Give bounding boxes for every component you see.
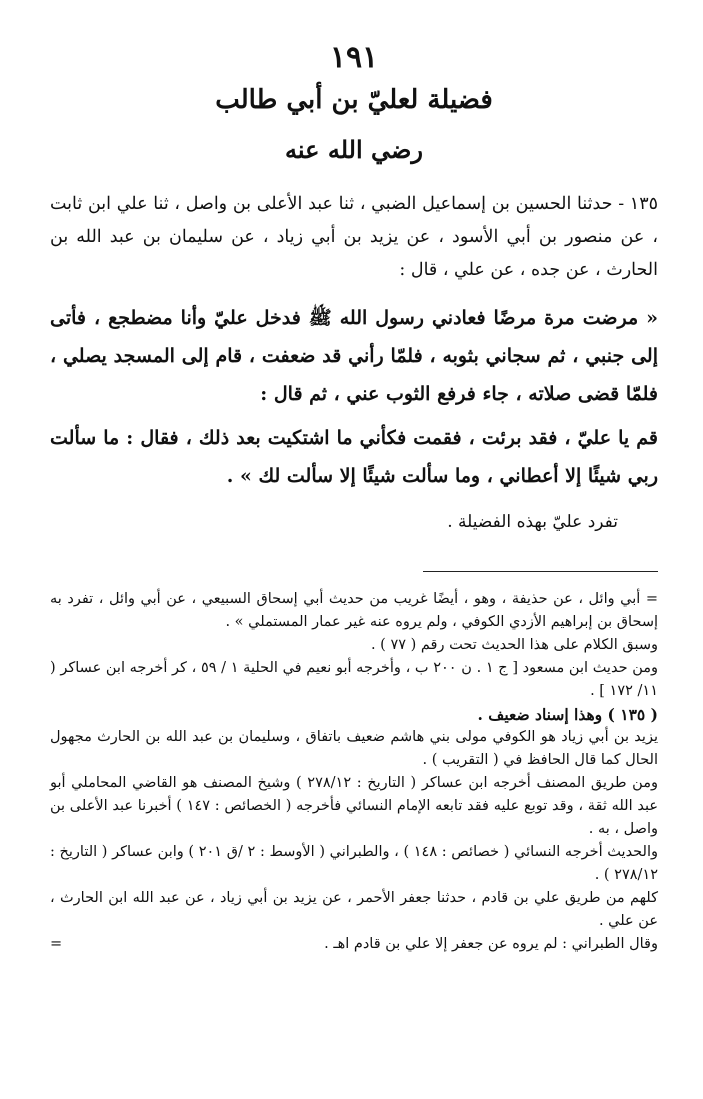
hadith-matn-part-2: قم يا عليّ ، فقد برئت ، فقمت فكأني ما اشتكيت بعد ذلك ، فقال : ما سألت ربي شيئًا إلا أعطاني ، وما سألت شيئًا إلا سألت لك » .: [50, 427, 658, 487]
chapter-title: فضيلة لعليّ بن أبي طالب: [215, 85, 493, 115]
footnote-separator: [423, 571, 658, 572]
footnote-heading: ( ١٣٥ ) وهذا إسناد ضعيف .: [477, 705, 658, 724]
book-page: [50, 38, 658, 956]
footnote-line: وسبق الكلام على هذا الحديث تحت رقم ( ٧٧ ) .: [370, 637, 658, 653]
footnote-separator-wrap: [50, 553, 658, 572]
footnote-last-row: [50, 933, 658, 956]
hadith-matn-part-1: « مرضت مرة مرضًا فعادني رسول الله ﷺ فدخل عليّ وأنا مضطجع ، فأتى إلى جنبي ، ثم سجاني بثوبه ، فلمّا رأني قد ضعفت ، قام إلى المسجد يصلي ، فلمّا قضى صلاته ، جاء فرفع الثوب عني ، ثم قال :: [50, 307, 658, 405]
footnote-line: يزيد بن أبي زياد هو الكوفي مولى بني هاشم ضعيف باتفاق ، وسليمان بن عبد الله بن الحارث مجهول الحال كما قال الحافظ في ( التقريب ) .: [50, 729, 658, 768]
hadith-isnad: ١٣٥ - حدثنا الحسين بن إسماعيل الضبي ، ثنا عبد الأعلى بن واصل ، ثنا علي ابن ثابت ، عن منصور بن أبي الأسود ، عن يزيد بن أبي زياد ، عن سليمان بن عبد الله بن الحارث ، عن جده ، عن علي ، قال :: [50, 194, 658, 280]
footnote-continuation-mark: =: [50, 936, 63, 952]
footnotes: [50, 588, 658, 956]
footnote-line: ومن طريق المصنف أخرجه ابن عساكر ( التاريخ : ٢٧٨/١٢ ) وشيخ المصنف هو القاضي المحاملي أبو عبد الله ثقة ، وقد توبع عليه فقد تابعه الإمام النسائي فأخرجه ( الخصائص : ١٤٧ ) أخبرنا عبد الأعلى بن واصل ، به .: [50, 775, 658, 837]
footnote-line: وقال الطبراني : لم يروه عن جعفر إلا علي بن قادم اهـ .: [324, 936, 658, 952]
page-number: ١٩١: [329, 40, 379, 75]
footnote-continuation: = أبي وائل ، عن حذيفة ، وهو ، أيضًا غريب من حديث أبي إسحاق السبيعي ، عن أبي وائل ، تفرد به إسحاق بن إبراهيم الأزدي الكوفي ، ولم يروه عنه غير عمار المستملي » .: [50, 591, 658, 630]
hadith-remark: تفرد عليّ بهذه الفضيلة .: [447, 512, 618, 532]
footnote-line: كلهم من طريق علي بن قادم ، حدثنا جعفر الأحمر ، عن يزيد بن أبي زياد ، عن عبد الله ابن الحارث ، عن علي .: [50, 890, 658, 929]
chapter-subtitle: رضي الله عنه: [285, 135, 423, 164]
footnote-line: ومن حديث ابن مسعود [ ج ١ . ن ٢٠٠ ب ، وأخرجه أبو نعيم في الحلية ١ / ٥٩ ، كر أخرجه ابن عساكر ( ١١/ ١٧٢ ] .: [50, 660, 659, 699]
footnote-line: والحديث أخرجه النسائي ( خصائص : ١٤٨ ) ، والطبراني ( الأوسط : ٢ /ق ٢٠١ ) وابن عساكر ( التاريخ : ٢٧٨/١٢ ) .: [50, 844, 658, 883]
